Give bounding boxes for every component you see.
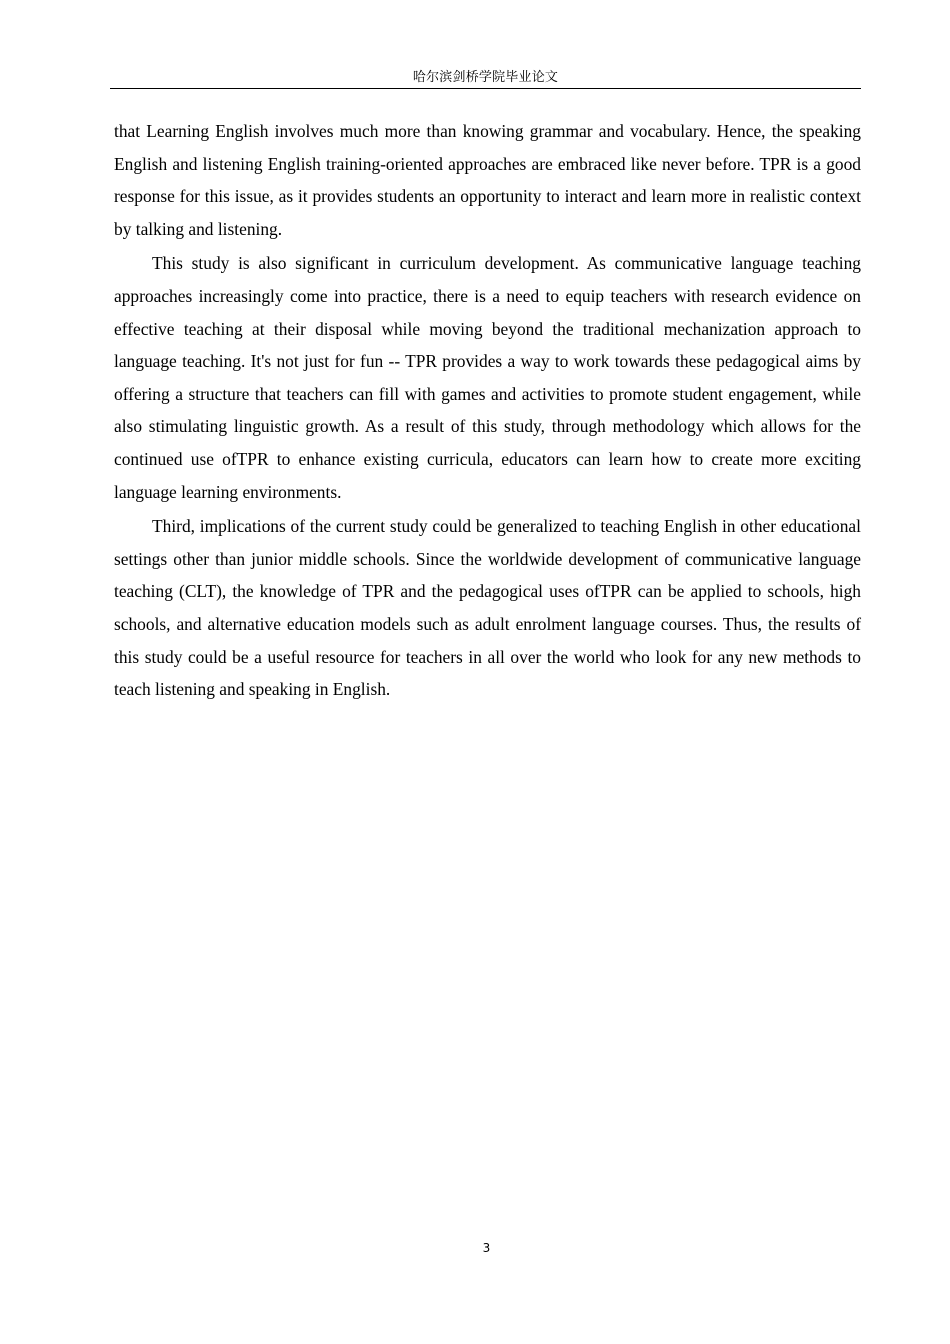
paragraph-curriculum-development: This study is also significant in curriculum development. As communicative language teaching approaches increasingly come into practice, there is a need to equip teachers with research evidence on effective teaching at their disposal while moving beyond the traditional mechanization approach to language teaching. It's not just for fun -- TPR provides a way to work towards these pedagogical aims by offering a structure that teachers can fill with games and activities to promote student engagement, while also stimulating linguistic growth. As a result of this study, through methodology which allows for the continued use ofTPR to enhance existing curricula, educators can learn how to create more exciting language learning environments. <box>114 253 861 502</box>
paragraph-continuation: that Learning English involves much more than knowing grammar and vocabulary. Hence, the speaking English and listening English training-oriented approaches are embraced like never before. TPR is a good response for this issue, as it provides students an opportunity to interact and learn more in realistic context by talking and listening. <box>114 121 861 239</box>
thesis-header-title: 哈尔滨剑桥学院毕业论文 <box>412 70 559 85</box>
page-number: 3 <box>482 1241 491 1255</box>
body-text <box>114 115 861 708</box>
page-header <box>110 68 861 89</box>
paragraph-generalization: Third, implications of the current study could be generalized to teaching English in other educational settings other than junior middle schools. Since the worldwide development of communicative language teaching (CLT), the knowledge of TPR and the pedagogical uses ofTPR can be applied to schools, high schools, and alternative education models such as adult enrolment language courses. Thus, the results of this study could be a useful resource for teachers in all over the world who look for any new methods to teach listening and speaking in English. <box>114 516 861 700</box>
